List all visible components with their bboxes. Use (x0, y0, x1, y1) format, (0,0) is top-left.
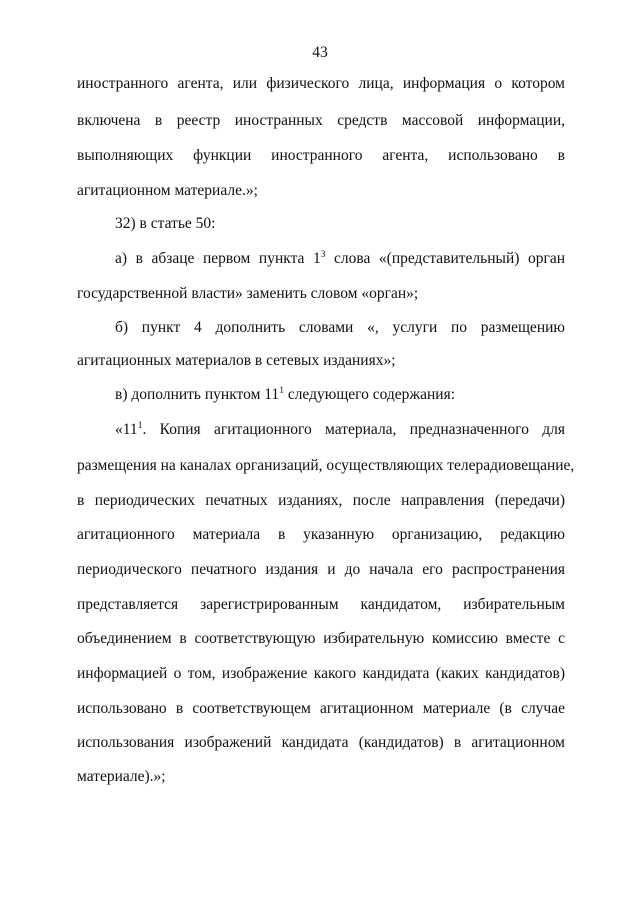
text-segment: . Копия агитационного материала, предназначенного для (142, 421, 565, 438)
text-line: включена в реестр иностранных средств массовой информации, (77, 112, 565, 129)
text-line: б) пункт 4 дополнить словами «, услуги по размещению (115, 319, 565, 336)
text-line: агитационных материалов в сетевых изданиях»; (77, 352, 396, 369)
text-line: материале).»; (77, 768, 166, 785)
text-segment: следующего содержания: (283, 386, 456, 403)
text-segment: «11 (115, 421, 138, 438)
text-line: информацией о том, изображение какого кандидата (каких кандидатов) (77, 665, 565, 682)
text-line: периодического печатного издания и до начала его распространения (77, 561, 565, 578)
page-number: 43 (312, 44, 328, 61)
text-line: иностранного агента, или физического лица, информация о котором (77, 75, 565, 92)
text-line: представляется зарегистрированным кандидатом, избирательным (77, 596, 565, 613)
text-line: объединением в соответствующую избирательную комиссию вместе с (77, 630, 565, 647)
text-line: использования изображений кандидата (кандидатов) в агитационном (77, 734, 565, 751)
text-line: в периодических печатных изданиях, после направления (передачи) (77, 492, 565, 509)
text-line: агитационного материала в указанную организацию, редакцию (77, 526, 565, 543)
text-segment: в) дополнить пунктом 11 (115, 386, 280, 403)
text-line (115, 420, 565, 440)
text-line (115, 249, 565, 269)
text-segment: слова «(представительный) орган (325, 250, 565, 267)
text-line: размещения на каналах организаций, осуществляющих телерадиовещание, (77, 457, 575, 474)
text-line: использовано в соответствующем агитационном материале (в случае (77, 700, 565, 717)
text-line: агитационном материале.»; (77, 182, 258, 199)
superscript: 1 (279, 386, 284, 396)
superscript: 1 (137, 421, 143, 431)
superscript: 3 (320, 250, 326, 260)
text-line: 32) в статье 50: (115, 215, 216, 232)
text-line (115, 385, 565, 405)
text-line: государственной власти» заменить словом «орган»; (77, 285, 419, 302)
text-line: выполняющих функции иностранного агента, использовано в (77, 147, 565, 164)
text-segment: а) в абзаце первом пункта 1 (115, 250, 321, 267)
